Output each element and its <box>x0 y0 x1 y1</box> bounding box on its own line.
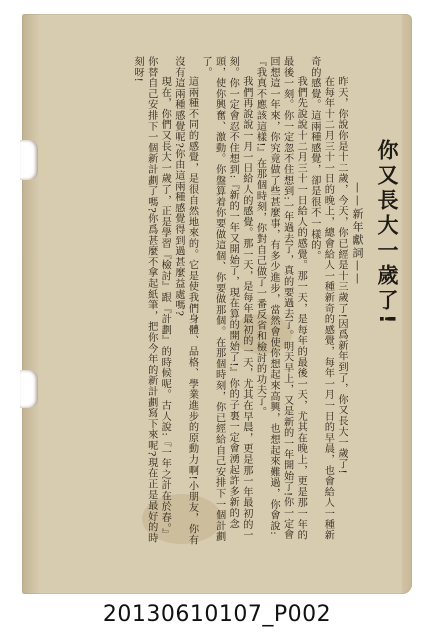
article-subtitle: ——新年獻詞—— <box>351 182 364 286</box>
image-caption: 20130610107_P002 <box>102 602 332 627</box>
article-body <box>102 56 348 546</box>
article-title: 你又長大一歲了! <box>375 139 399 328</box>
punch-hole-top <box>20 140 38 180</box>
document-page <box>22 14 412 594</box>
paragraph: 我們先說說十二月三十一日給人的感覺。那一天，是每年的最後一天，尤其在晚上，更是那一年的最後一刻。你一定忽不住想到:一年過去了，真的要過去了。明天早上，又是新的一年開始了!你一定會回想這一年來，你究竟做了些甚麼事，有多少進步，當然會使你想起來高興，也想起來難過，你會說:『我真不應該這樣!』在那個時刻，你對自己做了一番反省和檢討的功夫了。 <box>254 56 307 541</box>
paragraph: 這兩種不同的感覺，是很自然地來的。它是使我們身體、品格、學業進步的原動力啊!小朋友，你有沒有這兩種感覺呢?你由這兩種感覺得到過甚麼益處嗎? <box>172 56 198 546</box>
paragraph: 我們再說說一月一日給人的感覺。那一天，是每年最初的一天，尤其在早晨，更是那一年最初的一刻。你一定會忍不住想到:『新的一年又開始了，現在算的開始了!』你的子裏一定會湧起許多新的念頭，使你興奮、激動。你盤算着你要做這個、你要做那個。在那個時刻，你已經給自己安排下一個計劃了。 <box>200 56 252 542</box>
paragraph: 在每年十二月三十一日的晚上，總會給人一種新奇的感覺，每年一月一日的早晨，也會給人一種新奇的感覺。這兩種感覺，卻是很不一樣的。 <box>308 56 334 541</box>
paragraph: 昨天，你說你是十二歲，今天，你已經是十三歲了!因爲新年到了，你又長大一歲了! <box>336 76 347 475</box>
paragraph: 現在，你們又長大一歲了，正是學習『檢討』跟『計劃』的時候呢。古人說:『一年之計在於春。』你替自己安排下一個新計劃了嗎?你爲甚麼不拿起紙筆，把你今年的新計劃寫下來呢?現在正是最好的時刻呀! <box>132 56 171 544</box>
binding-edge <box>22 14 40 594</box>
punch-hole-bottom <box>20 370 38 408</box>
